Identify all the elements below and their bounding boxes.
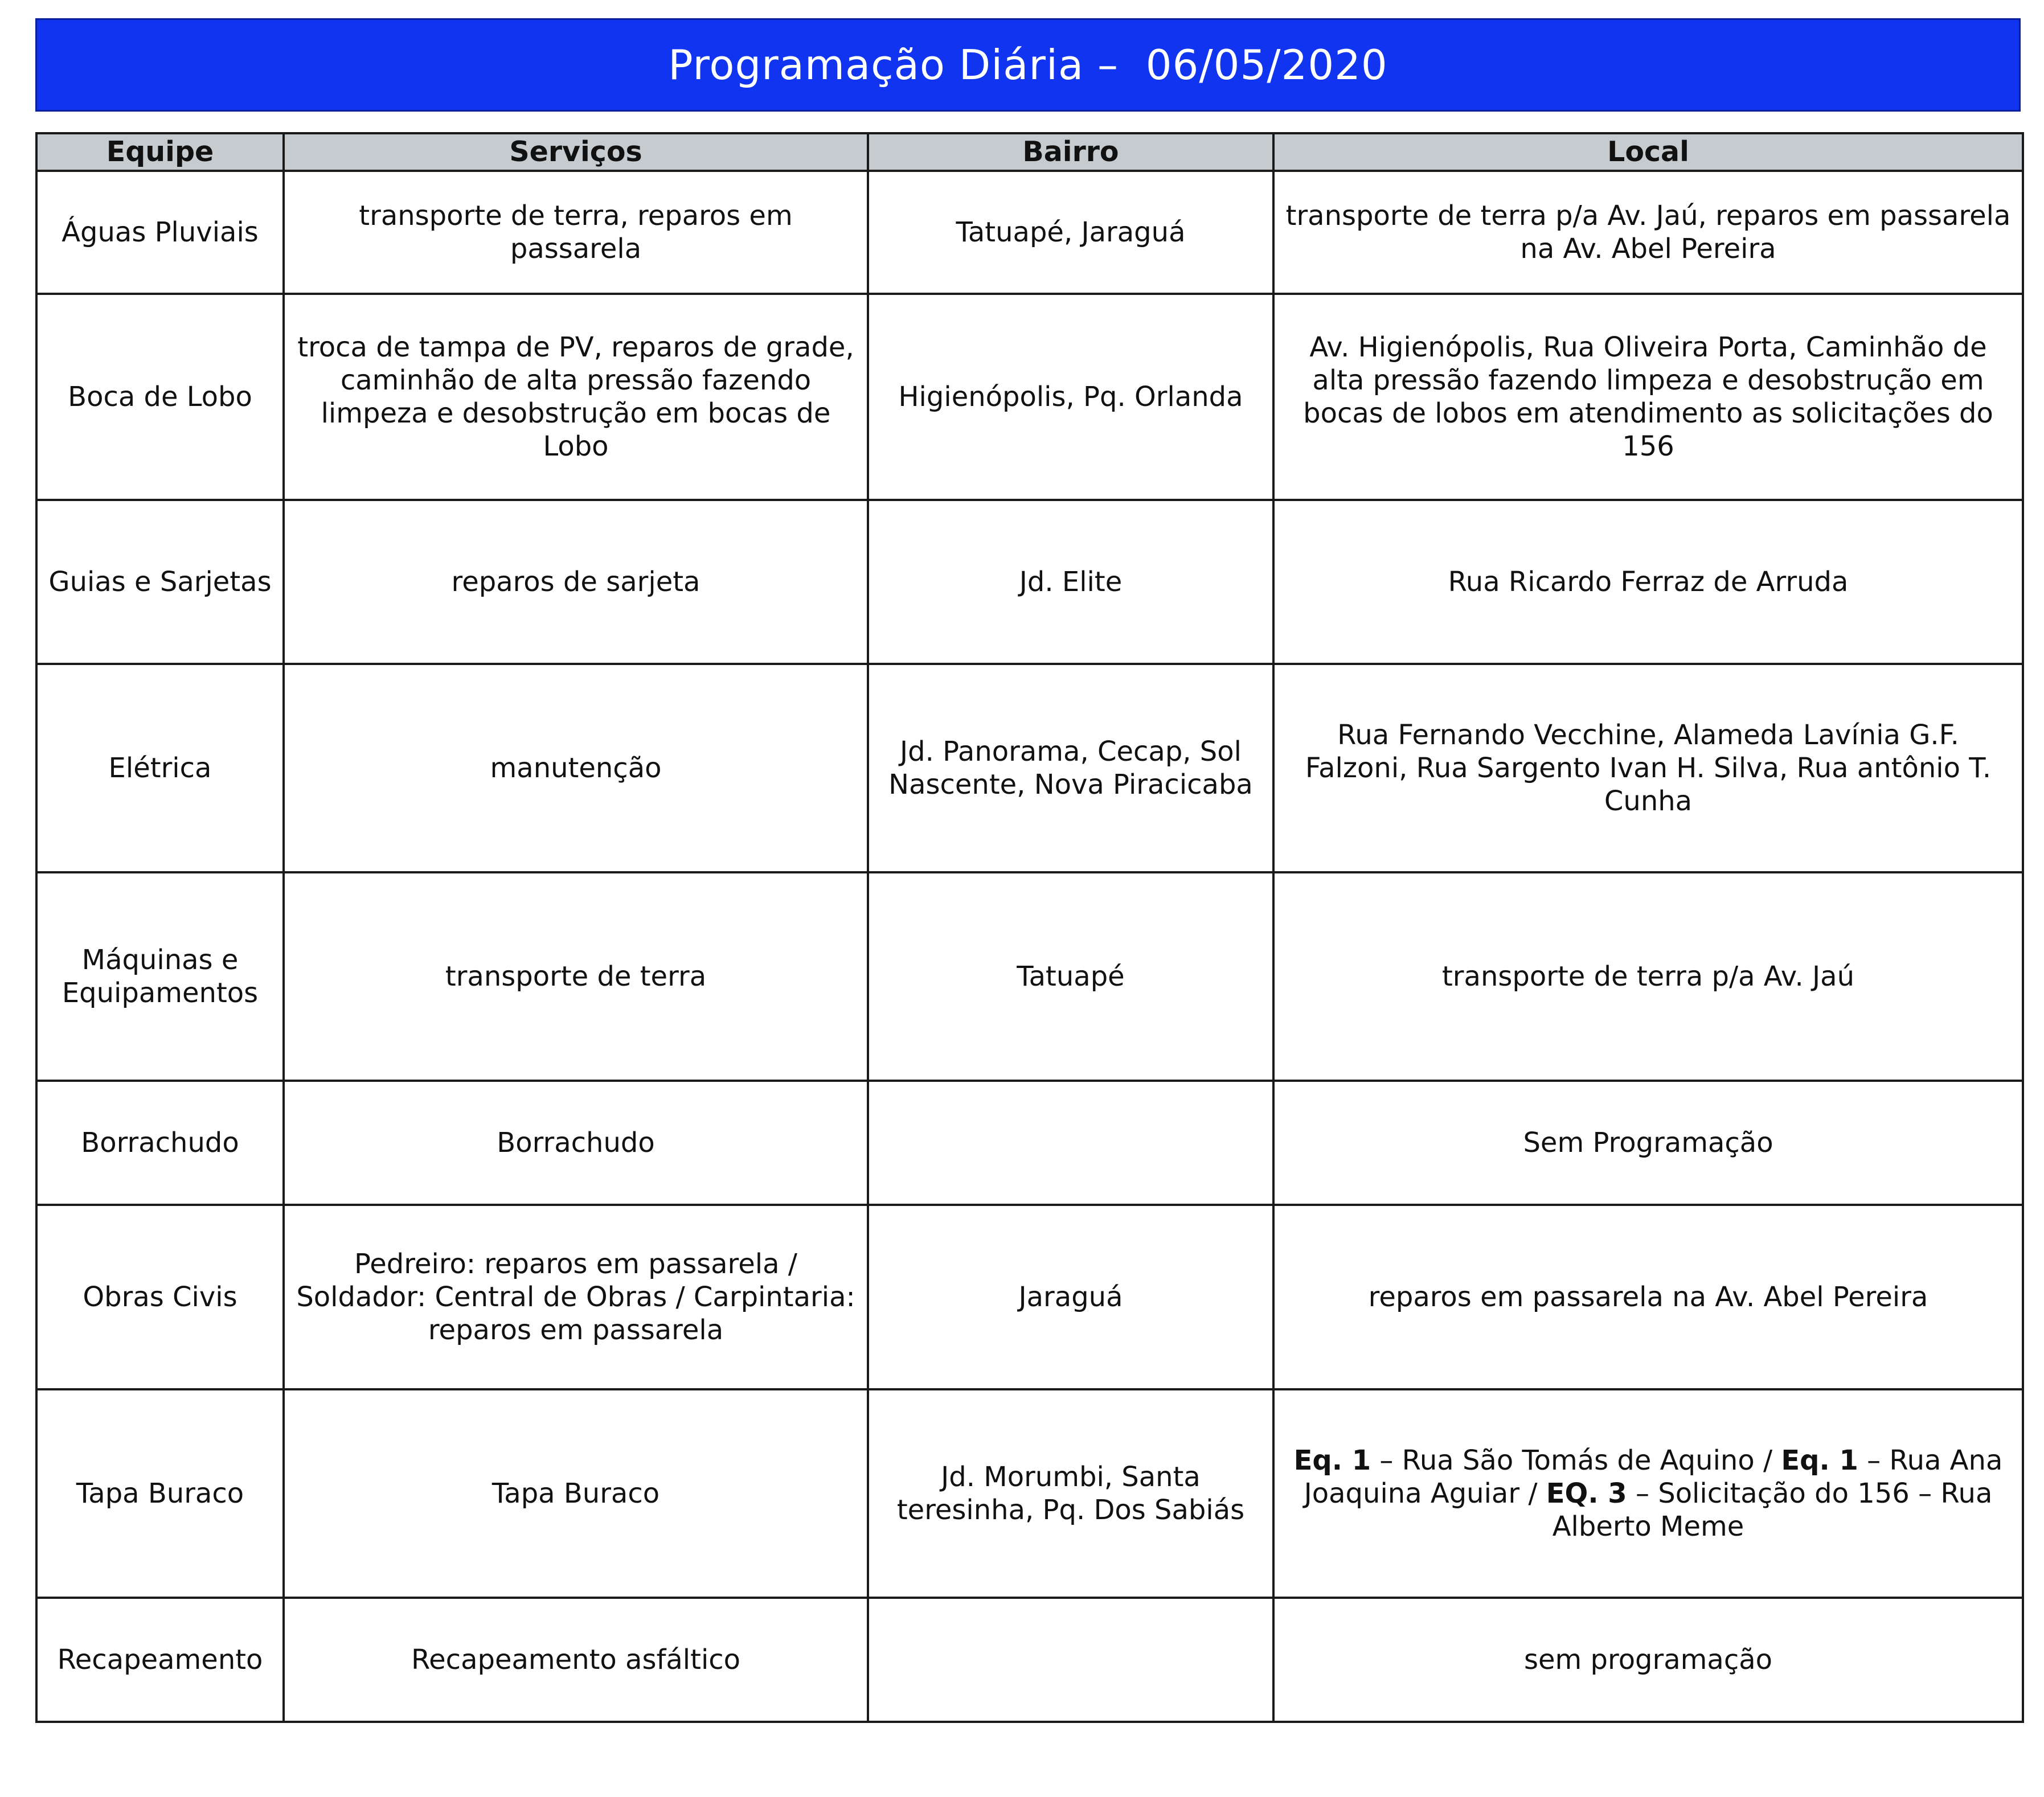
table-row <box>36 500 2023 664</box>
cell-bairro <box>868 1081 1273 1205</box>
cell-equipe: Máquinas e Equipamentos <box>36 872 284 1081</box>
table-row <box>36 294 2023 500</box>
header-servicos: Serviços <box>284 133 868 171</box>
table-row <box>36 1081 2023 1205</box>
cell-local: sem programação <box>1273 1598 2023 1722</box>
cell-servicos: Pedreiro: reparos em passarela / Soldador: Central de Obras / Carpintaria: reparos em passarela <box>284 1205 868 1389</box>
cell-local: transporte de terra p/a Av. Jaú <box>1273 872 2023 1081</box>
cell-local: reparos em passarela na Av. Abel Pereira <box>1273 1205 2023 1389</box>
cell-local: Rua Fernando Vecchine, Alameda Lavínia G.F. Falzoni, Rua Sargento Ivan H. Silva, Rua antônio T. Cunha <box>1273 664 2023 872</box>
cell-equipe: Elétrica <box>36 664 284 872</box>
eq1-label: Eq. 1 <box>1781 1445 1858 1476</box>
cell-local <box>1273 1389 2023 1598</box>
header-bairro: Bairro <box>868 133 1273 171</box>
cell-servicos: transporte de terra, reparos em passarela <box>284 171 868 294</box>
local-text: – Rua Ana Joaquina Aguiar / <box>1304 1445 2003 1509</box>
table-row <box>36 1205 2023 1389</box>
cell-bairro: Jaraguá <box>868 1205 1273 1389</box>
cell-equipe: Águas Pluviais <box>36 171 284 294</box>
cell-equipe: Borrachudo <box>36 1081 284 1205</box>
cell-local: transporte de terra p/a Av. Jaú, reparos em passarela na Av. Abel Pereira <box>1273 171 2023 294</box>
cell-bairro: Higienópolis, Pq. Orlanda <box>868 294 1273 500</box>
schedule-table <box>35 132 2024 1723</box>
cell-servicos: Tapa Buraco <box>284 1389 868 1598</box>
cell-bairro: Tatuapé, Jaraguá <box>868 171 1273 294</box>
cell-equipe: Guias e Sarjetas <box>36 500 284 664</box>
local-text: – Solicitação do 156 – Rua Alberto Meme <box>1552 1478 1993 1542</box>
cell-local: Av. Higienópolis, Rua Oliveira Porta, Caminhão de alta pressão fazendo limpeza e desobstrução em bocas de lobos em atendimento as solicitações do 156 <box>1273 294 2023 500</box>
cell-bairro: Jd. Elite <box>868 500 1273 664</box>
cell-local: Sem Programação <box>1273 1081 2023 1205</box>
cell-servicos: troca de tampa de PV, reparos de grade, caminhão de alta pressão fazendo limpeza e desobstrução em bocas de Lobo <box>284 294 868 500</box>
header-equipe: Equipe <box>36 133 284 171</box>
table-header-row <box>36 133 2023 171</box>
eq3-label: EQ. 3 <box>1546 1478 1627 1509</box>
cell-bairro <box>868 1598 1273 1722</box>
title-banner <box>35 18 2021 112</box>
table-row <box>36 664 2023 872</box>
page-title: Programação Diária – 06/05/2020 <box>668 41 1388 89</box>
cell-equipe: Boca de Lobo <box>36 294 284 500</box>
cell-servicos: reparos de sarjeta <box>284 500 868 664</box>
cell-bairro: Tatuapé <box>868 872 1273 1081</box>
header-local: Local <box>1273 133 2023 171</box>
cell-servicos: Borrachudo <box>284 1081 868 1205</box>
table-row <box>36 1389 2023 1598</box>
cell-equipe: Tapa Buraco <box>36 1389 284 1598</box>
table-row <box>36 1598 2023 1722</box>
cell-equipe: Obras Civis <box>36 1205 284 1389</box>
cell-servicos: manutenção <box>284 664 868 872</box>
eq1-label: Eq. 1 <box>1293 1445 1371 1476</box>
cell-equipe: Recapeamento <box>36 1598 284 1722</box>
cell-local: Rua Ricardo Ferraz de Arruda <box>1273 500 2023 664</box>
table-row <box>36 171 2023 294</box>
cell-bairro: Jd. Panorama, Cecap, Sol Nascente, Nova Piracicaba <box>868 664 1273 872</box>
cell-servicos: transporte de terra <box>284 872 868 1081</box>
local-text: – Rua São Tomás de Aquino / <box>1371 1445 1781 1476</box>
cell-bairro: Jd. Morumbi, Santa teresinha, Pq. Dos Sabiás <box>868 1389 1273 1598</box>
table-row <box>36 872 2023 1081</box>
cell-servicos: Recapeamento asfáltico <box>284 1598 868 1722</box>
